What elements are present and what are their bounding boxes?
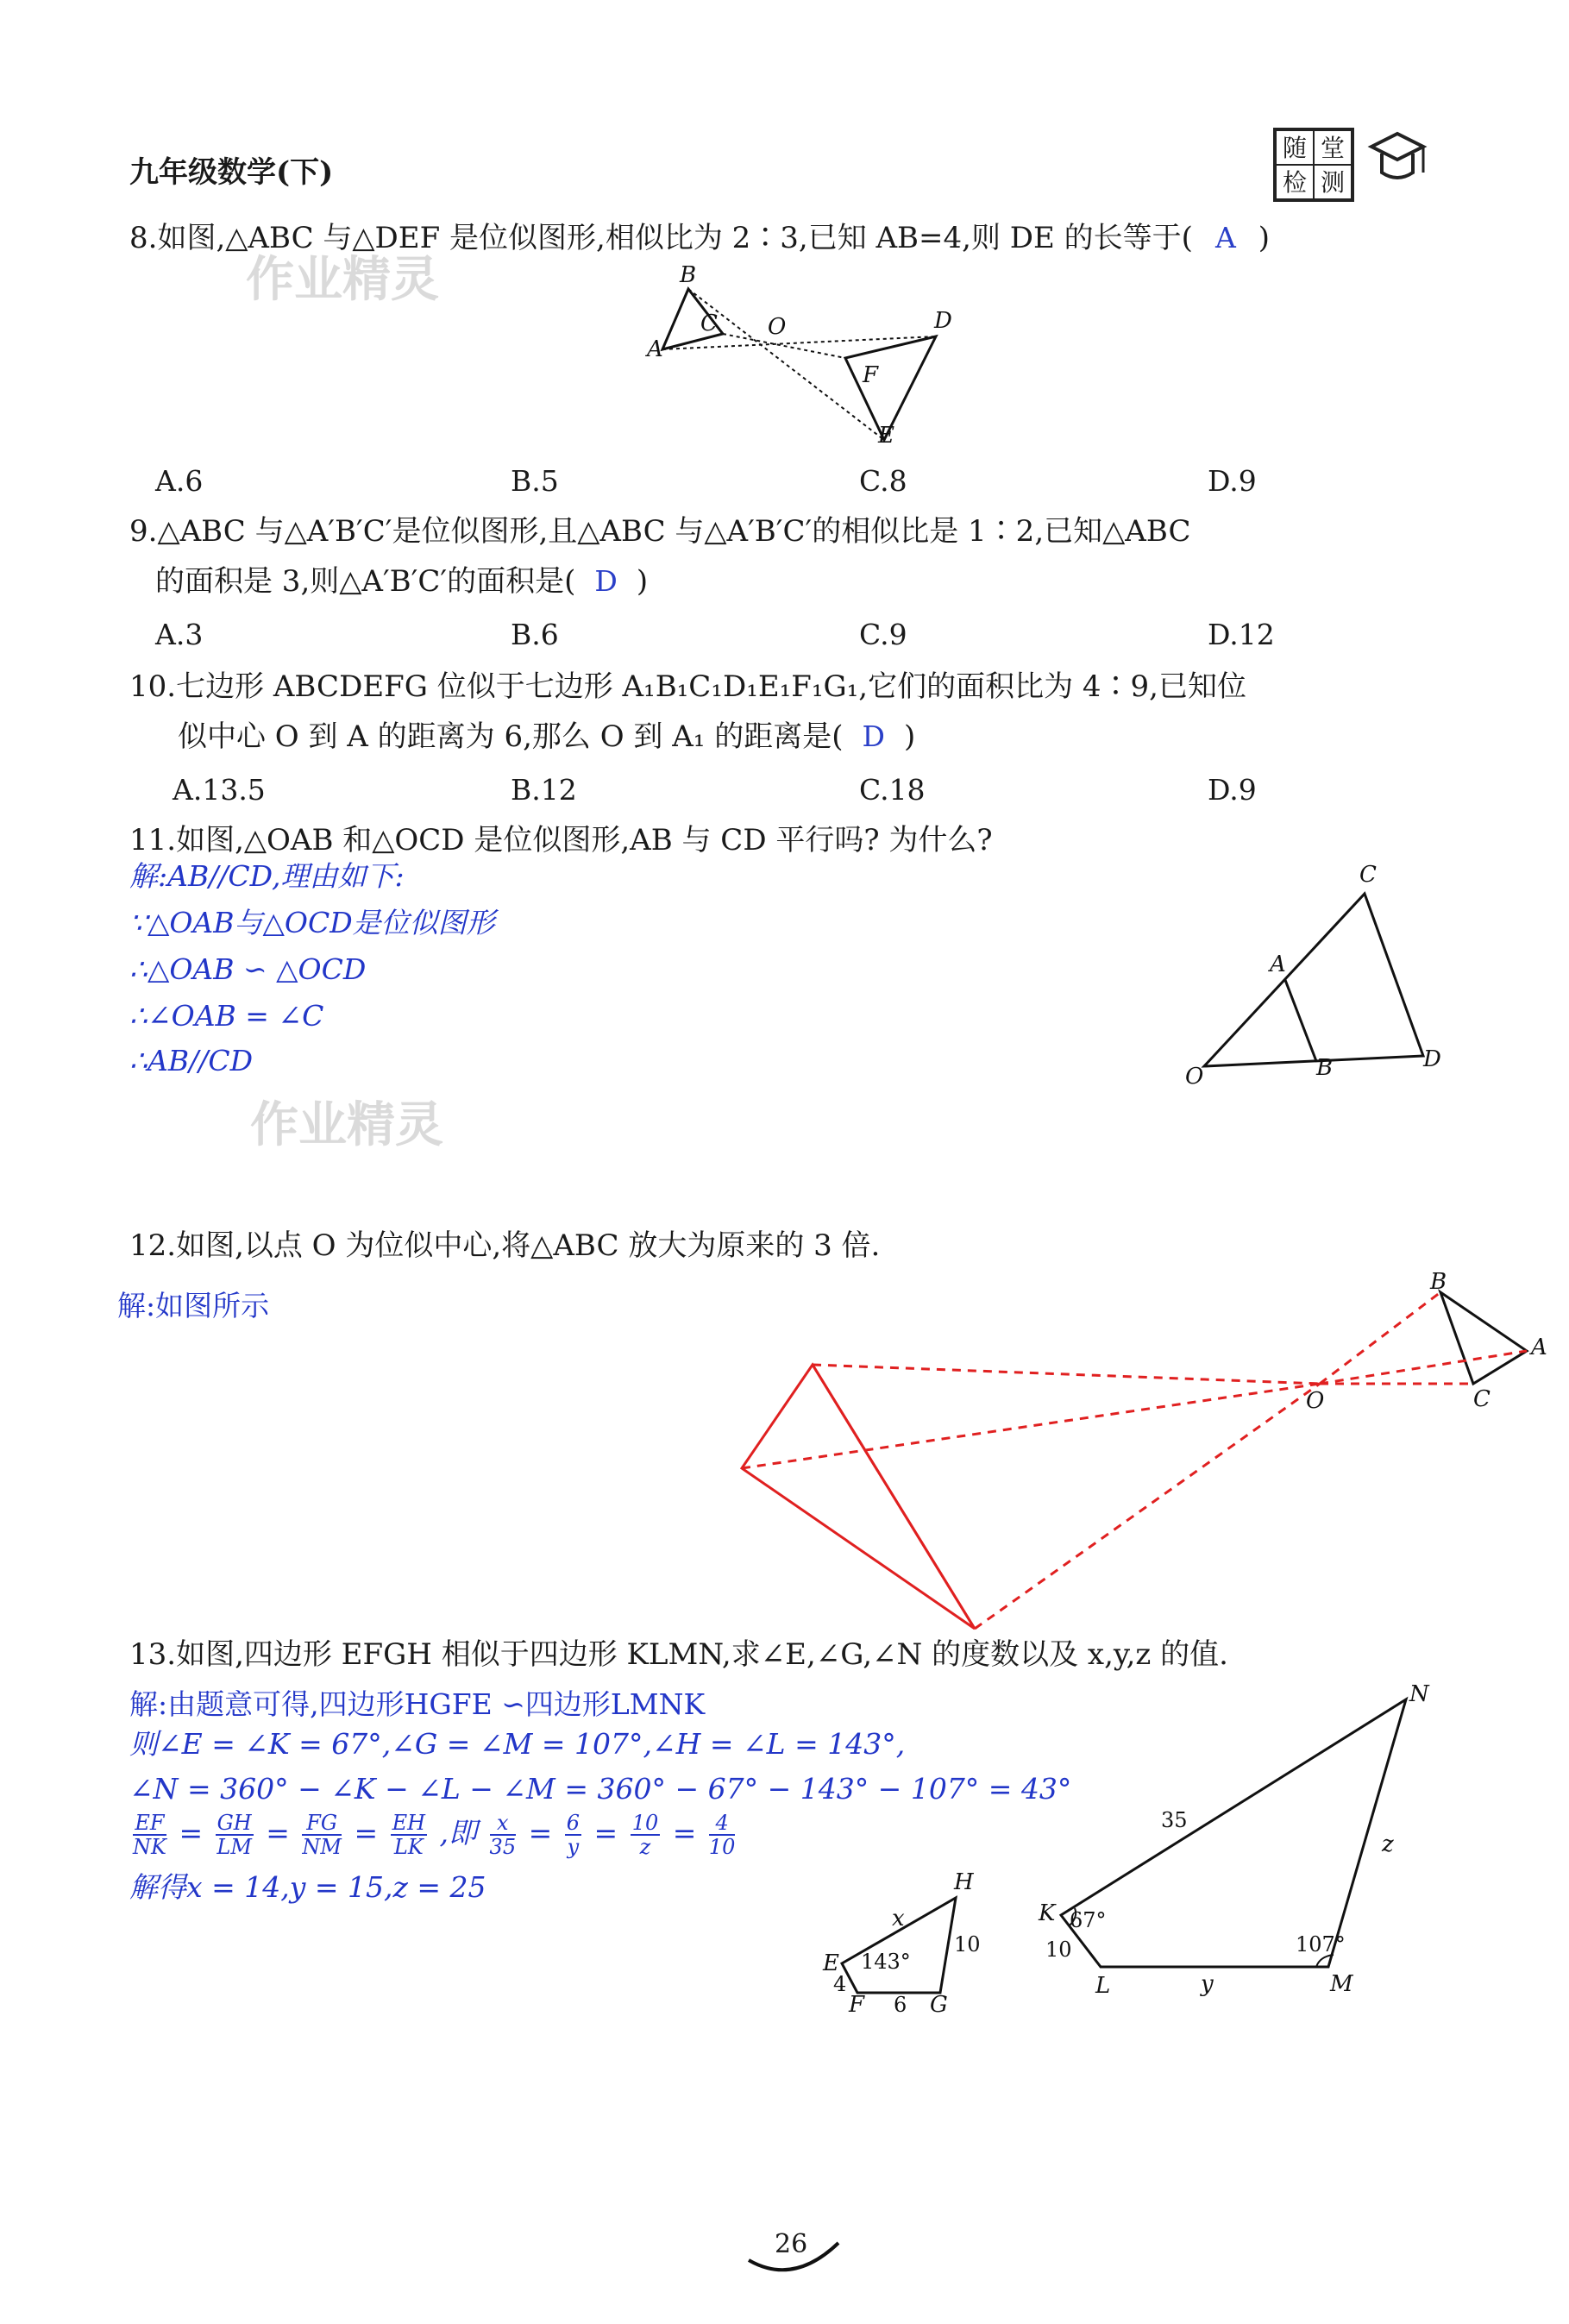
option-a: A.13.5 [173, 773, 266, 807]
option-b: B.12 [511, 773, 577, 807]
solution-line: ∴△OAB ∽ △OCD [129, 952, 367, 986]
question-text: 的面积是 3,则△A′B′C′的面积是( [155, 564, 576, 599]
graduation-cap-icon [1363, 121, 1432, 207]
option-d: D.12 [1208, 618, 1275, 651]
logo-char: 检 [1276, 165, 1314, 199]
logo-char: 堂 [1314, 130, 1352, 165]
label-H: H [954, 1869, 974, 1895]
page-number: 26 [775, 2229, 808, 2259]
question-10-line2 [178, 719, 915, 754]
answer: D [594, 564, 618, 598]
label-O: O [1185, 1064, 1204, 1090]
q12-figure [725, 1268, 1553, 1648]
paren-close: ) [636, 564, 649, 599]
label-G: G [930, 1992, 948, 2018]
option-a: A.6 [155, 464, 204, 498]
fraction: $\frac{FG}{NM}$ [302, 1811, 342, 1859]
label-B: B [1430, 1269, 1447, 1295]
question-11: 11.如图,△OAB 和△OCD 是位似图形,AB 与 CD 平行吗? 为什么? [129, 823, 993, 857]
solution-line: ∠N = 360° − ∠K − ∠L − ∠M = 360° − 67° − 143° − 107° = 43° [129, 1772, 1072, 1806]
angle-label: 67° [1070, 1908, 1107, 1932]
label-B: B [1316, 1055, 1334, 1081]
option-b: B.5 [511, 464, 559, 498]
label-F: F [863, 362, 879, 388]
label-N: N [1409, 1681, 1429, 1707]
q11-figure [1173, 863, 1449, 1096]
label-A: A [647, 336, 663, 362]
solution-line: ∴AB//CD [129, 1044, 254, 1077]
question-text: 似中心 O 到 A 的距离为 6,那么 O 到 A₁ 的距离是( [178, 719, 844, 754]
logo-char: 测 [1314, 165, 1352, 199]
solution-line: 解得x = 14,y = 15,z = 25 [129, 1870, 486, 1904]
solution-line: 则∠E = ∠K = 67°,∠G = ∠M = 107°,∠H = ∠L = 143°, [129, 1727, 906, 1761]
solution-line: 解:如图所示 [117, 1289, 270, 1322]
watermark: 作业精灵 [250, 1097, 443, 1153]
label-K: K [1039, 1900, 1056, 1926]
answer: D [862, 719, 885, 753]
label-O: O [1306, 1388, 1325, 1414]
question-9-line2 [155, 564, 648, 599]
page-header-title: 九年级数学(下) [129, 155, 334, 190]
fraction: $\frac{EH}{LK}$ [392, 1811, 426, 1859]
side-label: z [1382, 1831, 1394, 1857]
label-M: M [1330, 1971, 1353, 1997]
side-label: 10 [1045, 1938, 1072, 1962]
label-C: C [1359, 862, 1377, 888]
option-c: C.9 [859, 618, 907, 651]
option-d: D.9 [1208, 464, 1257, 498]
fraction: $\frac{10}{z}$ [631, 1811, 659, 1859]
label-E: E [823, 1950, 839, 1976]
question-9-line1: 9.△ABC 与△A′B′C′是位似图形,且△ABC 与△A′B′C′的相似比是 1∶2,已知△ABC [129, 514, 1191, 549]
series-logo [1273, 128, 1354, 202]
angle-label: 107° [1296, 1932, 1346, 1957]
label-A: A [1270, 952, 1286, 977]
label-F: F [849, 1992, 865, 2018]
option-c: C.18 [859, 773, 926, 807]
fraction: $\frac{6}{y}$ [566, 1811, 581, 1859]
paren-close: ) [1258, 221, 1271, 255]
angle-label: 143° [861, 1950, 911, 1974]
watermark: 作业精灵 [246, 252, 439, 308]
fraction: $\frac{GH}{LM}$ [217, 1811, 252, 1859]
label-L: L [1095, 1973, 1111, 1999]
side-label: 35 [1161, 1808, 1188, 1832]
side-label: 6 [894, 1993, 907, 2017]
answer: A [1214, 221, 1236, 254]
fraction: $\frac{x}{35}$ [489, 1811, 517, 1859]
question-text: 8.如图,△ABC 与△DEF 是位似图形,相似比为 2∶3,已知 AB=4,则 DE 的长等于( [129, 221, 1193, 255]
side-label: 10 [954, 1932, 981, 1957]
fraction: $\frac{EF}{NK}$ [133, 1811, 166, 1859]
q13-big-figure [1009, 1682, 1458, 2010]
side-label: 4 [833, 1972, 847, 1996]
solution-fractions: $\frac{EF}{NK}$ = $\frac{GH}{LM}$ = $\frac{FG}{NM}$ = $\frac{EH}{LK}$ ,即 $\frac{x}{35}$ = $\frac{6}{y}$ = $\frac{10}{z}$ = $\frac{4}{10}$ [133, 1811, 736, 1859]
q8-figure [647, 263, 975, 453]
label-C: C [1473, 1386, 1491, 1412]
paren-close: ) [903, 719, 916, 754]
fraction: $\frac{4}{10}$ [708, 1811, 736, 1859]
solution-line: ∴∠OAB = ∠C [129, 999, 324, 1033]
label-O: O [768, 314, 787, 340]
question-10-line1: 10.七边形 ABCDEFG 位似于七边形 A₁B₁C₁D₁E₁F₁G₁,它们的面积比为 4∶9,已知位 [129, 669, 1246, 704]
option-a: A.3 [155, 618, 204, 651]
q13-small-figure [811, 1863, 1001, 2019]
logo-char: 随 [1276, 130, 1314, 165]
side-label: y [1201, 1971, 1214, 1997]
option-b: B.6 [511, 618, 559, 651]
option-c: C.8 [859, 464, 907, 498]
question-13: 13.如图,四边形 EFGH 相似于四边形 KLMN,求∠E,∠G,∠N 的度数以及 x,y,z 的值. [129, 1637, 1228, 1672]
label-E: E [878, 423, 894, 449]
label-D: D [934, 308, 952, 334]
question-8 [129, 221, 1270, 255]
label-A: A [1531, 1335, 1547, 1360]
label-D: D [1423, 1046, 1441, 1072]
solution-line: 解:AB//CD,理由如下: [129, 859, 405, 893]
solution-line: 解:由题意可得,四边形HGFE ∽四边形LMNK [129, 1687, 706, 1721]
solution-line: ∵△OAB与△OCD是位似图形 [129, 906, 495, 939]
option-d: D.9 [1208, 773, 1257, 807]
side-label: x [892, 1906, 905, 1931]
label-B: B [680, 262, 697, 288]
question-12: 12.如图,以点 O 为位似中心,将△ABC 放大为原来的 3 倍. [129, 1228, 881, 1263]
label-C: C [700, 311, 718, 336]
